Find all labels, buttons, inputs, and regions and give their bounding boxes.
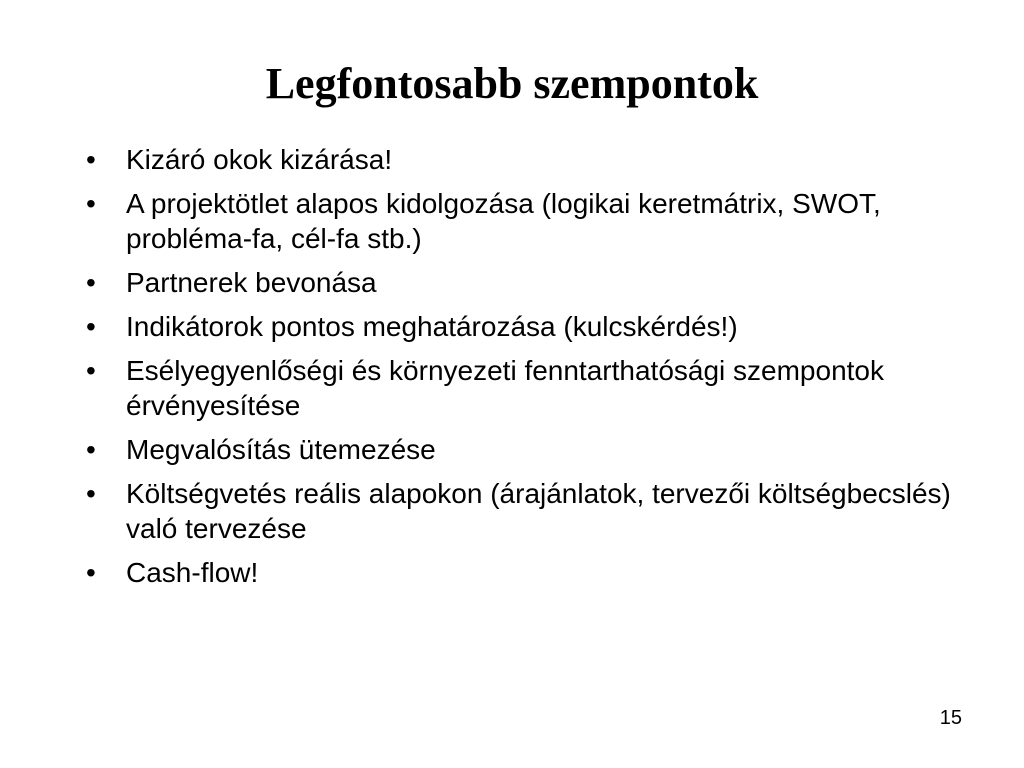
list-item-text: Esélyegyenlőségi és környezeti fenntarthatósági szempontok érvényesítése xyxy=(126,355,884,421)
bullet-marker: • xyxy=(86,478,96,509)
list-item-text: Költségvetés reális alapokon (árajánlatok, tervezői költségbecslés) való tervezése xyxy=(126,478,951,544)
list-item xyxy=(80,142,960,177)
bullet-marker: • xyxy=(86,144,96,175)
list-item xyxy=(80,309,960,344)
list-item-text: A projektötlet alapos kidolgozása (logikai keretmátrix, SWOT, probléma-fa, cél-fa stb.) xyxy=(126,188,881,254)
list-item-text: Kizáró okok kizárása! xyxy=(126,144,393,175)
list-item xyxy=(80,432,960,467)
bullet-marker: • xyxy=(86,355,96,386)
list-item xyxy=(80,353,960,423)
slide-title: Legfontosabb szempontok xyxy=(265,59,759,108)
bullet-marker: • xyxy=(86,267,96,298)
bullet-marker: • xyxy=(86,311,96,342)
list-item xyxy=(80,186,960,256)
list-item-text: Indikátorok pontos meghatározása (kulcskérdés!) xyxy=(126,311,738,342)
bullet-list xyxy=(80,142,960,599)
list-item xyxy=(80,476,960,546)
bullet-marker: • xyxy=(86,434,96,465)
bullet-marker: • xyxy=(86,557,96,588)
page-number: 15 xyxy=(939,707,962,729)
bullet-marker: • xyxy=(86,188,96,219)
list-item-text: Megvalósítás ütemezése xyxy=(126,434,436,465)
list-item xyxy=(80,265,960,300)
list-item-text: Partnerek bevonása xyxy=(126,267,377,298)
list-item xyxy=(80,555,960,590)
list-item-text: Cash-flow! xyxy=(126,557,259,588)
